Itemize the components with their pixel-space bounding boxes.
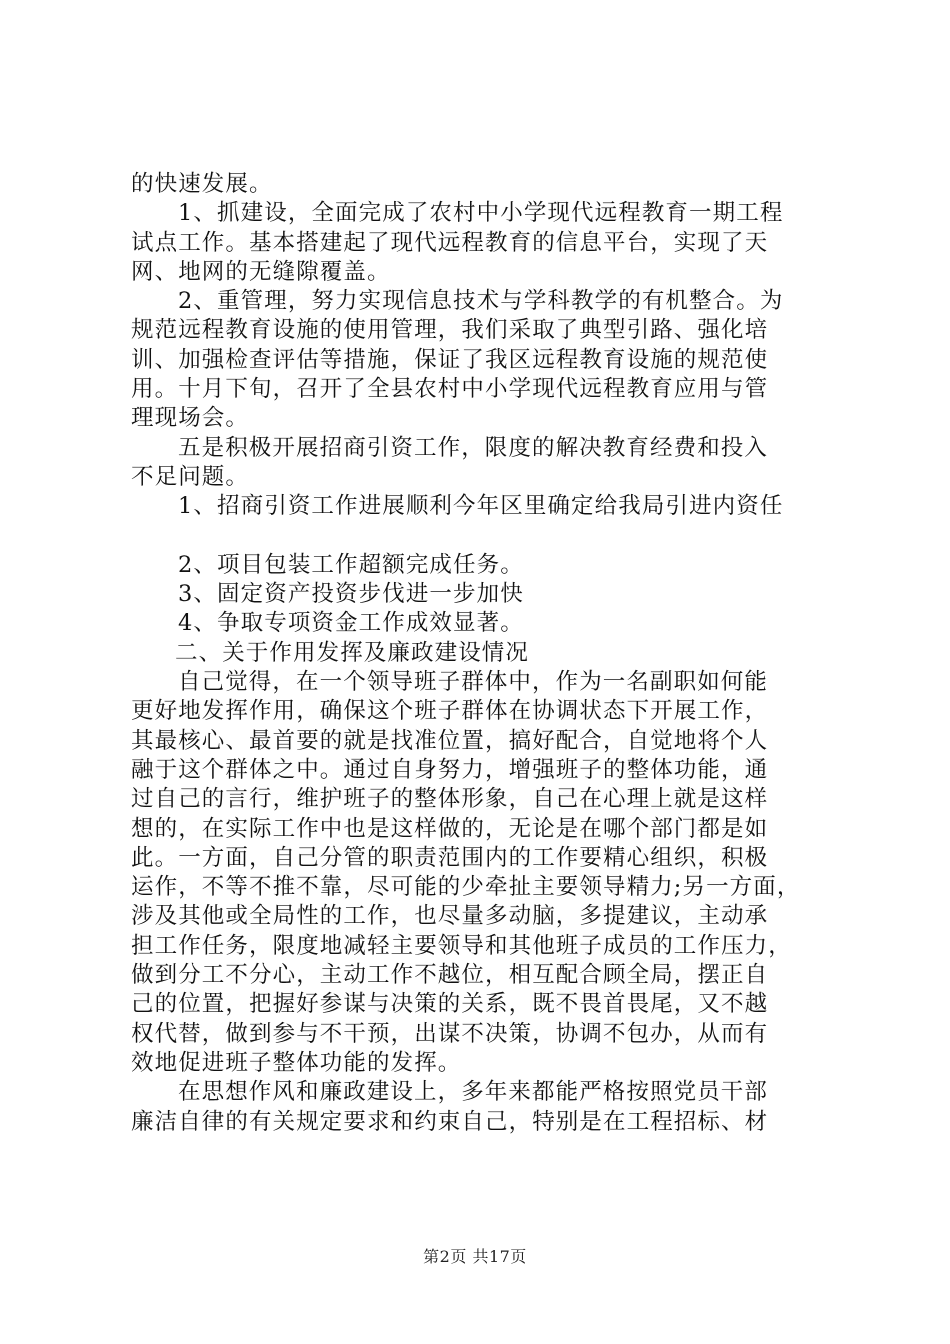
text-line: 的快速发展。 <box>131 171 273 197</box>
text-line: 五是积极开展招商引资工作，限度的解决教育经费和投入 <box>178 434 769 461</box>
text-line: 4、争取专项资金工作成效显著。 <box>178 610 524 637</box>
text-line: 网、地网的无缝隙覆盖。 <box>131 258 391 285</box>
text-line: 权代替，做到参与不干预，出谋不决策，协调不包办，从而有 <box>131 1020 769 1047</box>
text-line: 训、加强检查评估等措施，保证了我区远程教育设施的规范使 <box>131 346 769 373</box>
text-line: 1、抓建设，全面完成了农村中小学现代远程教育一期工程 <box>178 200 784 227</box>
text-line: 不足问题。 <box>131 463 250 490</box>
text-line: 在思想作风和廉政建设上，多年来都能严格按照党员干部 <box>178 1079 769 1106</box>
text-line: 2、重管理，努力实现信息技术与学科教学的有机整合。为 <box>178 288 784 315</box>
text-line: 3、固定资产投资步伐进一步加快 <box>178 581 524 608</box>
text-line: 己的位置，把握好参谋与决策的关系，既不畏首畏尾，又不越 <box>131 991 769 1018</box>
text-line: 1、招商引资工作进展顺利今年区里确定给我局引进内资任 <box>178 493 784 520</box>
text-line: 试点工作。基本搭建起了现代远程教育的信息平台，实现了天 <box>131 229 769 256</box>
page-number-footer: 第2页 共17页 <box>423 1247 527 1266</box>
text-line: 廉洁自律的有关规定要求和约束自己，特别是在工程招标、材 <box>131 1108 769 1135</box>
text-line: 涉及其他或全局性的工作，也尽量多动脑，多提建议，主动承 <box>131 903 769 930</box>
text-line: 此。一方面，自己分管的职责范围内的工作要精心组织，积极 <box>131 844 769 871</box>
text-line: 想的，在实际工作中也是这样做的，无论是在哪个部门都是如 <box>131 815 769 842</box>
blank-line <box>131 522 831 551</box>
text-line: 过自己的言行，维护班子的整体形象，自己在心理上就是这样 <box>131 786 769 813</box>
text-line: 自己觉得，在一个领导班子群体中，作为一名副职如何能 <box>178 669 769 696</box>
body-text <box>131 170 831 1137</box>
text-line: 运作，不等不推不靠，尽可能的少牵扯主要领导精力;另一方面， <box>131 874 801 901</box>
text-line: 其最核心、最首要的就是找准位置，搞好配合，自觉地将个人 <box>131 727 769 754</box>
text-line: 效地促进班子整体功能的发挥。 <box>131 1049 462 1076</box>
section-heading: 二、关于作用发挥及廉政建设情况 <box>175 639 530 666</box>
text-line: 用。十月下旬，召开了全县农村中小学现代远程教育应用与管 <box>131 376 769 403</box>
text-line: 融于这个群体之中。通过自身努力，增强班子的整体功能，通 <box>131 756 769 783</box>
text-line: 担工作任务，限度地减轻主要领导和其他班子成员的工作压力， <box>131 932 792 959</box>
text-line: 理现场会。 <box>131 405 250 432</box>
text-line: 规范远程教育设施的使用管理，我们采取了典型引路、强化培 <box>131 317 769 344</box>
text-line: 更好地发挥作用，确保这个班子群体在协调状态下开展工作， <box>131 698 769 725</box>
text-line: 2、项目包装工作超额完成任务。 <box>178 551 524 578</box>
text-line: 做到分工不分心，主动工作不越位，相互配合顾全局，摆正自 <box>131 962 769 989</box>
